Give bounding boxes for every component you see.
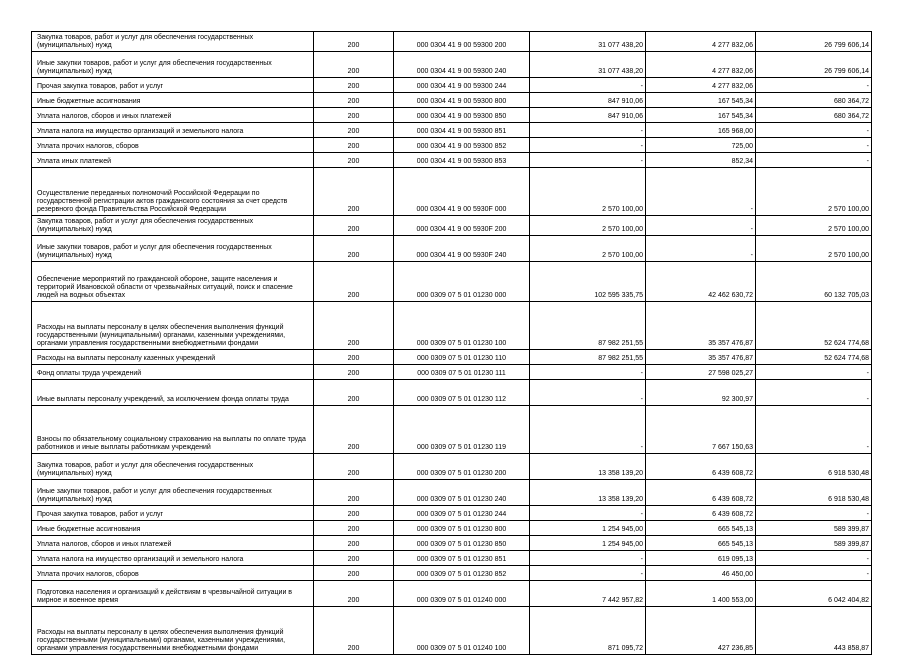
row-remaining-cell: 443 858,87 xyxy=(756,607,872,655)
row-approved-cell: - xyxy=(530,153,646,168)
row-executed-cell: 6 439 608,72 xyxy=(646,480,756,506)
row-line-code-cell: 200 xyxy=(314,506,394,521)
row-line-code-cell: 200 xyxy=(314,262,394,302)
row-remaining-cell: - xyxy=(756,123,872,138)
row-line-code-cell: 200 xyxy=(314,581,394,607)
row-executed-cell: 665 545,13 xyxy=(646,521,756,536)
row-executed-cell: 167 545,34 xyxy=(646,108,756,123)
row-name-cell: Обеспечение мероприятий по гражданской обороне, защите населения и территорий Ивановской области от чрезвычайных ситуаций, поиск и спасение людей на водных объектах xyxy=(32,262,314,302)
row-name-cell: Прочая закупка товаров, работ и услуг xyxy=(32,506,314,521)
row-remaining-cell: 26 799 606,14 xyxy=(756,32,872,52)
table-row xyxy=(32,607,872,655)
row-line-code-cell: 200 xyxy=(314,108,394,123)
row-line-code-cell: 200 xyxy=(314,551,394,566)
row-executed-cell: 42 462 630,72 xyxy=(646,262,756,302)
row-executed-cell: 165 968,00 xyxy=(646,123,756,138)
table-row xyxy=(32,78,872,93)
table-row xyxy=(32,236,872,262)
row-name-cell: Уплата прочих налогов, сборов xyxy=(32,138,314,153)
row-budget-code-cell: 000 0304 41 9 00 59300 244 xyxy=(394,78,530,93)
row-line-code-cell: 200 xyxy=(314,536,394,551)
row-executed-cell: 427 236,85 xyxy=(646,607,756,655)
table-row xyxy=(32,138,872,153)
row-budget-code-cell: 000 0304 41 9 00 59300 800 xyxy=(394,93,530,108)
row-remaining-cell: 6 918 530,48 xyxy=(756,454,872,480)
row-executed-cell: 725,00 xyxy=(646,138,756,153)
row-remaining-cell: 26 799 606,14 xyxy=(756,52,872,78)
row-name-cell: Закупка товаров, работ и услуг для обеспечения государственных (муниципальных) нужд xyxy=(32,216,314,236)
row-name-cell: Взносы по обязательному социальному страхованию на выплаты по оплате труда работников и иные выплаты работникам учреждений xyxy=(32,406,314,454)
row-name-cell: Уплата налога на имущество организаций и земельного налога xyxy=(32,551,314,566)
row-executed-cell: 4 277 832,06 xyxy=(646,52,756,78)
row-line-code-cell: 200 xyxy=(314,236,394,262)
row-name-cell: Расходы на выплаты персоналу казенных учреждений xyxy=(32,350,314,365)
row-name-cell: Прочая закупка товаров, работ и услуг xyxy=(32,78,314,93)
row-line-code-cell: 200 xyxy=(314,480,394,506)
row-name-cell: Закупка товаров, работ и услуг для обеспечения государственных (муниципальных) нужд xyxy=(32,32,314,52)
row-budget-code-cell: 000 0309 07 5 01 01230 119 xyxy=(394,406,530,454)
row-approved-cell: - xyxy=(530,365,646,380)
row-name-cell: Уплата прочих налогов, сборов xyxy=(32,566,314,581)
row-line-code-cell: 200 xyxy=(314,350,394,365)
row-name-cell: Закупка товаров, работ и услуг для обеспечения государственных (муниципальных) нужд xyxy=(32,454,314,480)
row-line-code-cell: 200 xyxy=(314,607,394,655)
row-approved-cell: 1 254 945,00 xyxy=(530,536,646,551)
table-row xyxy=(32,153,872,168)
row-line-code-cell: 200 xyxy=(314,168,394,216)
row-remaining-cell: - xyxy=(756,380,872,406)
table-row xyxy=(32,566,872,581)
row-remaining-cell: - xyxy=(756,406,872,454)
row-name-cell: Расходы на выплаты персоналу в целях обеспечения выполнения функций государственными (муниципальными) органами, казенными учреждениями, органами управления государственными внебюджетными фондами xyxy=(32,607,314,655)
row-remaining-cell: - xyxy=(756,551,872,566)
row-name-cell: Иные закупки товаров, работ и услуг для обеспечения государственных (муниципальных) нужд xyxy=(32,480,314,506)
row-line-code-cell: 200 xyxy=(314,93,394,108)
row-budget-code-cell: 000 0304 41 9 00 5930F 200 xyxy=(394,216,530,236)
row-line-code-cell: 200 xyxy=(314,52,394,78)
row-line-code-cell: 200 xyxy=(314,138,394,153)
row-line-code-cell: 200 xyxy=(314,406,394,454)
table-row xyxy=(32,380,872,406)
table-row xyxy=(32,521,872,536)
row-budget-code-cell: 000 0304 41 9 00 5930F 000 xyxy=(394,168,530,216)
row-approved-cell: - xyxy=(530,78,646,93)
row-budget-code-cell: 000 0304 41 9 00 59300 852 xyxy=(394,138,530,153)
row-line-code-cell: 200 xyxy=(314,521,394,536)
row-budget-code-cell: 000 0304 41 9 00 59300 240 xyxy=(394,52,530,78)
row-remaining-cell: 589 399,87 xyxy=(756,536,872,551)
row-remaining-cell: 52 624 774,68 xyxy=(756,350,872,365)
row-budget-code-cell: 000 0304 41 9 00 59300 853 xyxy=(394,153,530,168)
row-approved-cell: 7 442 957,82 xyxy=(530,581,646,607)
table-row xyxy=(32,93,872,108)
row-remaining-cell: - xyxy=(756,506,872,521)
row-approved-cell: - xyxy=(530,380,646,406)
row-executed-cell: - xyxy=(646,216,756,236)
row-line-code-cell: 200 xyxy=(314,302,394,350)
row-budget-code-cell: 000 0309 07 5 01 01240 100 xyxy=(394,607,530,655)
row-line-code-cell: 200 xyxy=(314,365,394,380)
row-line-code-cell: 200 xyxy=(314,380,394,406)
row-approved-cell: 2 570 100,00 xyxy=(530,236,646,262)
row-approved-cell: 2 570 100,00 xyxy=(530,216,646,236)
table-row xyxy=(32,32,872,52)
row-executed-cell: 665 545,13 xyxy=(646,536,756,551)
row-budget-code-cell: 000 0304 41 9 00 59300 850 xyxy=(394,108,530,123)
row-executed-cell: - xyxy=(646,168,756,216)
table-row xyxy=(32,365,872,380)
row-approved-cell: 847 910,06 xyxy=(530,108,646,123)
row-executed-cell: 6 439 608,72 xyxy=(646,454,756,480)
row-approved-cell: 87 982 251,55 xyxy=(530,302,646,350)
row-approved-cell: - xyxy=(530,138,646,153)
row-budget-code-cell: 000 0309 07 5 01 01230 800 xyxy=(394,521,530,536)
row-remaining-cell: 2 570 100,00 xyxy=(756,168,872,216)
table-row xyxy=(32,480,872,506)
row-remaining-cell: - xyxy=(756,153,872,168)
table-row xyxy=(32,216,872,236)
row-approved-cell: 871 095,72 xyxy=(530,607,646,655)
table-row xyxy=(32,168,872,216)
table-row xyxy=(32,108,872,123)
table-row xyxy=(32,506,872,521)
row-remaining-cell: 589 399,87 xyxy=(756,521,872,536)
budget-execution-table xyxy=(31,31,872,655)
row-executed-cell: 852,34 xyxy=(646,153,756,168)
row-executed-cell: 35 357 476,87 xyxy=(646,350,756,365)
row-approved-cell: - xyxy=(530,406,646,454)
row-executed-cell: 4 277 832,06 xyxy=(646,78,756,93)
row-approved-cell: - xyxy=(530,551,646,566)
row-approved-cell: - xyxy=(530,123,646,138)
row-name-cell: Уплата налогов, сборов и иных платежей xyxy=(32,536,314,551)
row-budget-code-cell: 000 0309 07 5 01 01230 000 xyxy=(394,262,530,302)
row-executed-cell: 6 439 608,72 xyxy=(646,506,756,521)
row-remaining-cell: - xyxy=(756,78,872,93)
row-name-cell: Уплата налогов, сборов и иных платежей xyxy=(32,108,314,123)
row-budget-code-cell: 000 0309 07 5 01 01230 850 xyxy=(394,536,530,551)
row-remaining-cell: 6 918 530,48 xyxy=(756,480,872,506)
row-remaining-cell: 60 132 705,03 xyxy=(756,262,872,302)
row-name-cell: Иные закупки товаров, работ и услуг для обеспечения государственных (муниципальных) нужд xyxy=(32,52,314,78)
row-approved-cell: 847 910,06 xyxy=(530,93,646,108)
row-line-code-cell: 200 xyxy=(314,153,394,168)
row-name-cell: Фонд оплаты труда учреждений xyxy=(32,365,314,380)
table-row xyxy=(32,52,872,78)
row-name-cell: Подготовка населения и организаций к действиям в чрезвычайной ситуации в мирное и военное время xyxy=(32,581,314,607)
row-budget-code-cell: 000 0309 07 5 01 01230 112 xyxy=(394,380,530,406)
row-approved-cell: 2 570 100,00 xyxy=(530,168,646,216)
budget-table-page xyxy=(31,31,871,655)
table-row xyxy=(32,536,872,551)
table-row xyxy=(32,406,872,454)
row-executed-cell: 7 667 150,63 xyxy=(646,406,756,454)
row-line-code-cell: 200 xyxy=(314,454,394,480)
row-executed-cell: 1 400 553,00 xyxy=(646,581,756,607)
row-line-code-cell: 200 xyxy=(314,78,394,93)
row-approved-cell: 87 982 251,55 xyxy=(530,350,646,365)
row-budget-code-cell: 000 0309 07 5 01 01230 111 xyxy=(394,365,530,380)
row-name-cell: Расходы на выплаты персоналу в целях обеспечения выполнения функций государственными (муниципальными) органами, казенными учреждениями, органами управления государственными внебюджетными фондами xyxy=(32,302,314,350)
row-remaining-cell: - xyxy=(756,138,872,153)
row-approved-cell: 13 358 139,20 xyxy=(530,454,646,480)
table-row xyxy=(32,302,872,350)
table-row xyxy=(32,262,872,302)
row-approved-cell: 102 595 335,75 xyxy=(530,262,646,302)
row-line-code-cell: 200 xyxy=(314,32,394,52)
row-name-cell: Иные закупки товаров, работ и услуг для обеспечения государственных (муниципальных) нужд xyxy=(32,236,314,262)
table-row xyxy=(32,581,872,607)
row-executed-cell: 46 450,00 xyxy=(646,566,756,581)
row-name-cell: Уплата налога на имущество организаций и земельного налога xyxy=(32,123,314,138)
table-row xyxy=(32,350,872,365)
row-budget-code-cell: 000 0309 07 5 01 01230 200 xyxy=(394,454,530,480)
row-executed-cell: 619 095,13 xyxy=(646,551,756,566)
row-budget-code-cell: 000 0304 41 9 00 59300 200 xyxy=(394,32,530,52)
row-line-code-cell: 200 xyxy=(314,123,394,138)
row-approved-cell: 31 077 438,20 xyxy=(530,32,646,52)
row-executed-cell: 35 357 476,87 xyxy=(646,302,756,350)
table-row xyxy=(32,123,872,138)
row-budget-code-cell: 000 0309 07 5 01 01230 244 xyxy=(394,506,530,521)
row-budget-code-cell: 000 0304 41 9 00 59300 851 xyxy=(394,123,530,138)
row-remaining-cell: 680 364,72 xyxy=(756,93,872,108)
row-budget-code-cell: 000 0309 07 5 01 01230 100 xyxy=(394,302,530,350)
row-budget-code-cell: 000 0309 07 5 01 01230 110 xyxy=(394,350,530,365)
row-executed-cell: 92 300,97 xyxy=(646,380,756,406)
row-remaining-cell: 680 364,72 xyxy=(756,108,872,123)
row-name-cell: Иные бюджетные ассигнования xyxy=(32,93,314,108)
row-remaining-cell: 52 624 774,68 xyxy=(756,302,872,350)
row-line-code-cell: 200 xyxy=(314,216,394,236)
row-budget-code-cell: 000 0309 07 5 01 01240 000 xyxy=(394,581,530,607)
row-name-cell: Осуществление переданных полномочий Российской Федерации по государственной регистрации актов гражданского состояния за счет средств резервного фонда Правительства Российской Федерации xyxy=(32,168,314,216)
row-approved-cell: - xyxy=(530,506,646,521)
row-budget-code-cell: 000 0309 07 5 01 01230 852 xyxy=(394,566,530,581)
row-budget-code-cell: 000 0309 07 5 01 01230 240 xyxy=(394,480,530,506)
table-row xyxy=(32,551,872,566)
row-executed-cell: - xyxy=(646,236,756,262)
row-name-cell: Уплата иных платежей xyxy=(32,153,314,168)
row-executed-cell: 4 277 832,06 xyxy=(646,32,756,52)
row-approved-cell: 13 358 139,20 xyxy=(530,480,646,506)
row-name-cell: Иные выплаты персоналу учреждений, за исключением фонда оплаты труда xyxy=(32,380,314,406)
row-name-cell: Иные бюджетные ассигнования xyxy=(32,521,314,536)
table-row xyxy=(32,454,872,480)
row-line-code-cell: 200 xyxy=(314,566,394,581)
row-budget-code-cell: 000 0309 07 5 01 01230 851 xyxy=(394,551,530,566)
table-body xyxy=(32,32,872,655)
row-remaining-cell: - xyxy=(756,365,872,380)
row-approved-cell: - xyxy=(530,566,646,581)
row-remaining-cell: - xyxy=(756,566,872,581)
row-remaining-cell: 6 042 404,82 xyxy=(756,581,872,607)
row-approved-cell: 31 077 438,20 xyxy=(530,52,646,78)
row-approved-cell: 1 254 945,00 xyxy=(530,521,646,536)
row-remaining-cell: 2 570 100,00 xyxy=(756,236,872,262)
row-executed-cell: 167 545,34 xyxy=(646,93,756,108)
row-executed-cell: 27 598 025,27 xyxy=(646,365,756,380)
row-budget-code-cell: 000 0304 41 9 00 5930F 240 xyxy=(394,236,530,262)
row-remaining-cell: 2 570 100,00 xyxy=(756,216,872,236)
